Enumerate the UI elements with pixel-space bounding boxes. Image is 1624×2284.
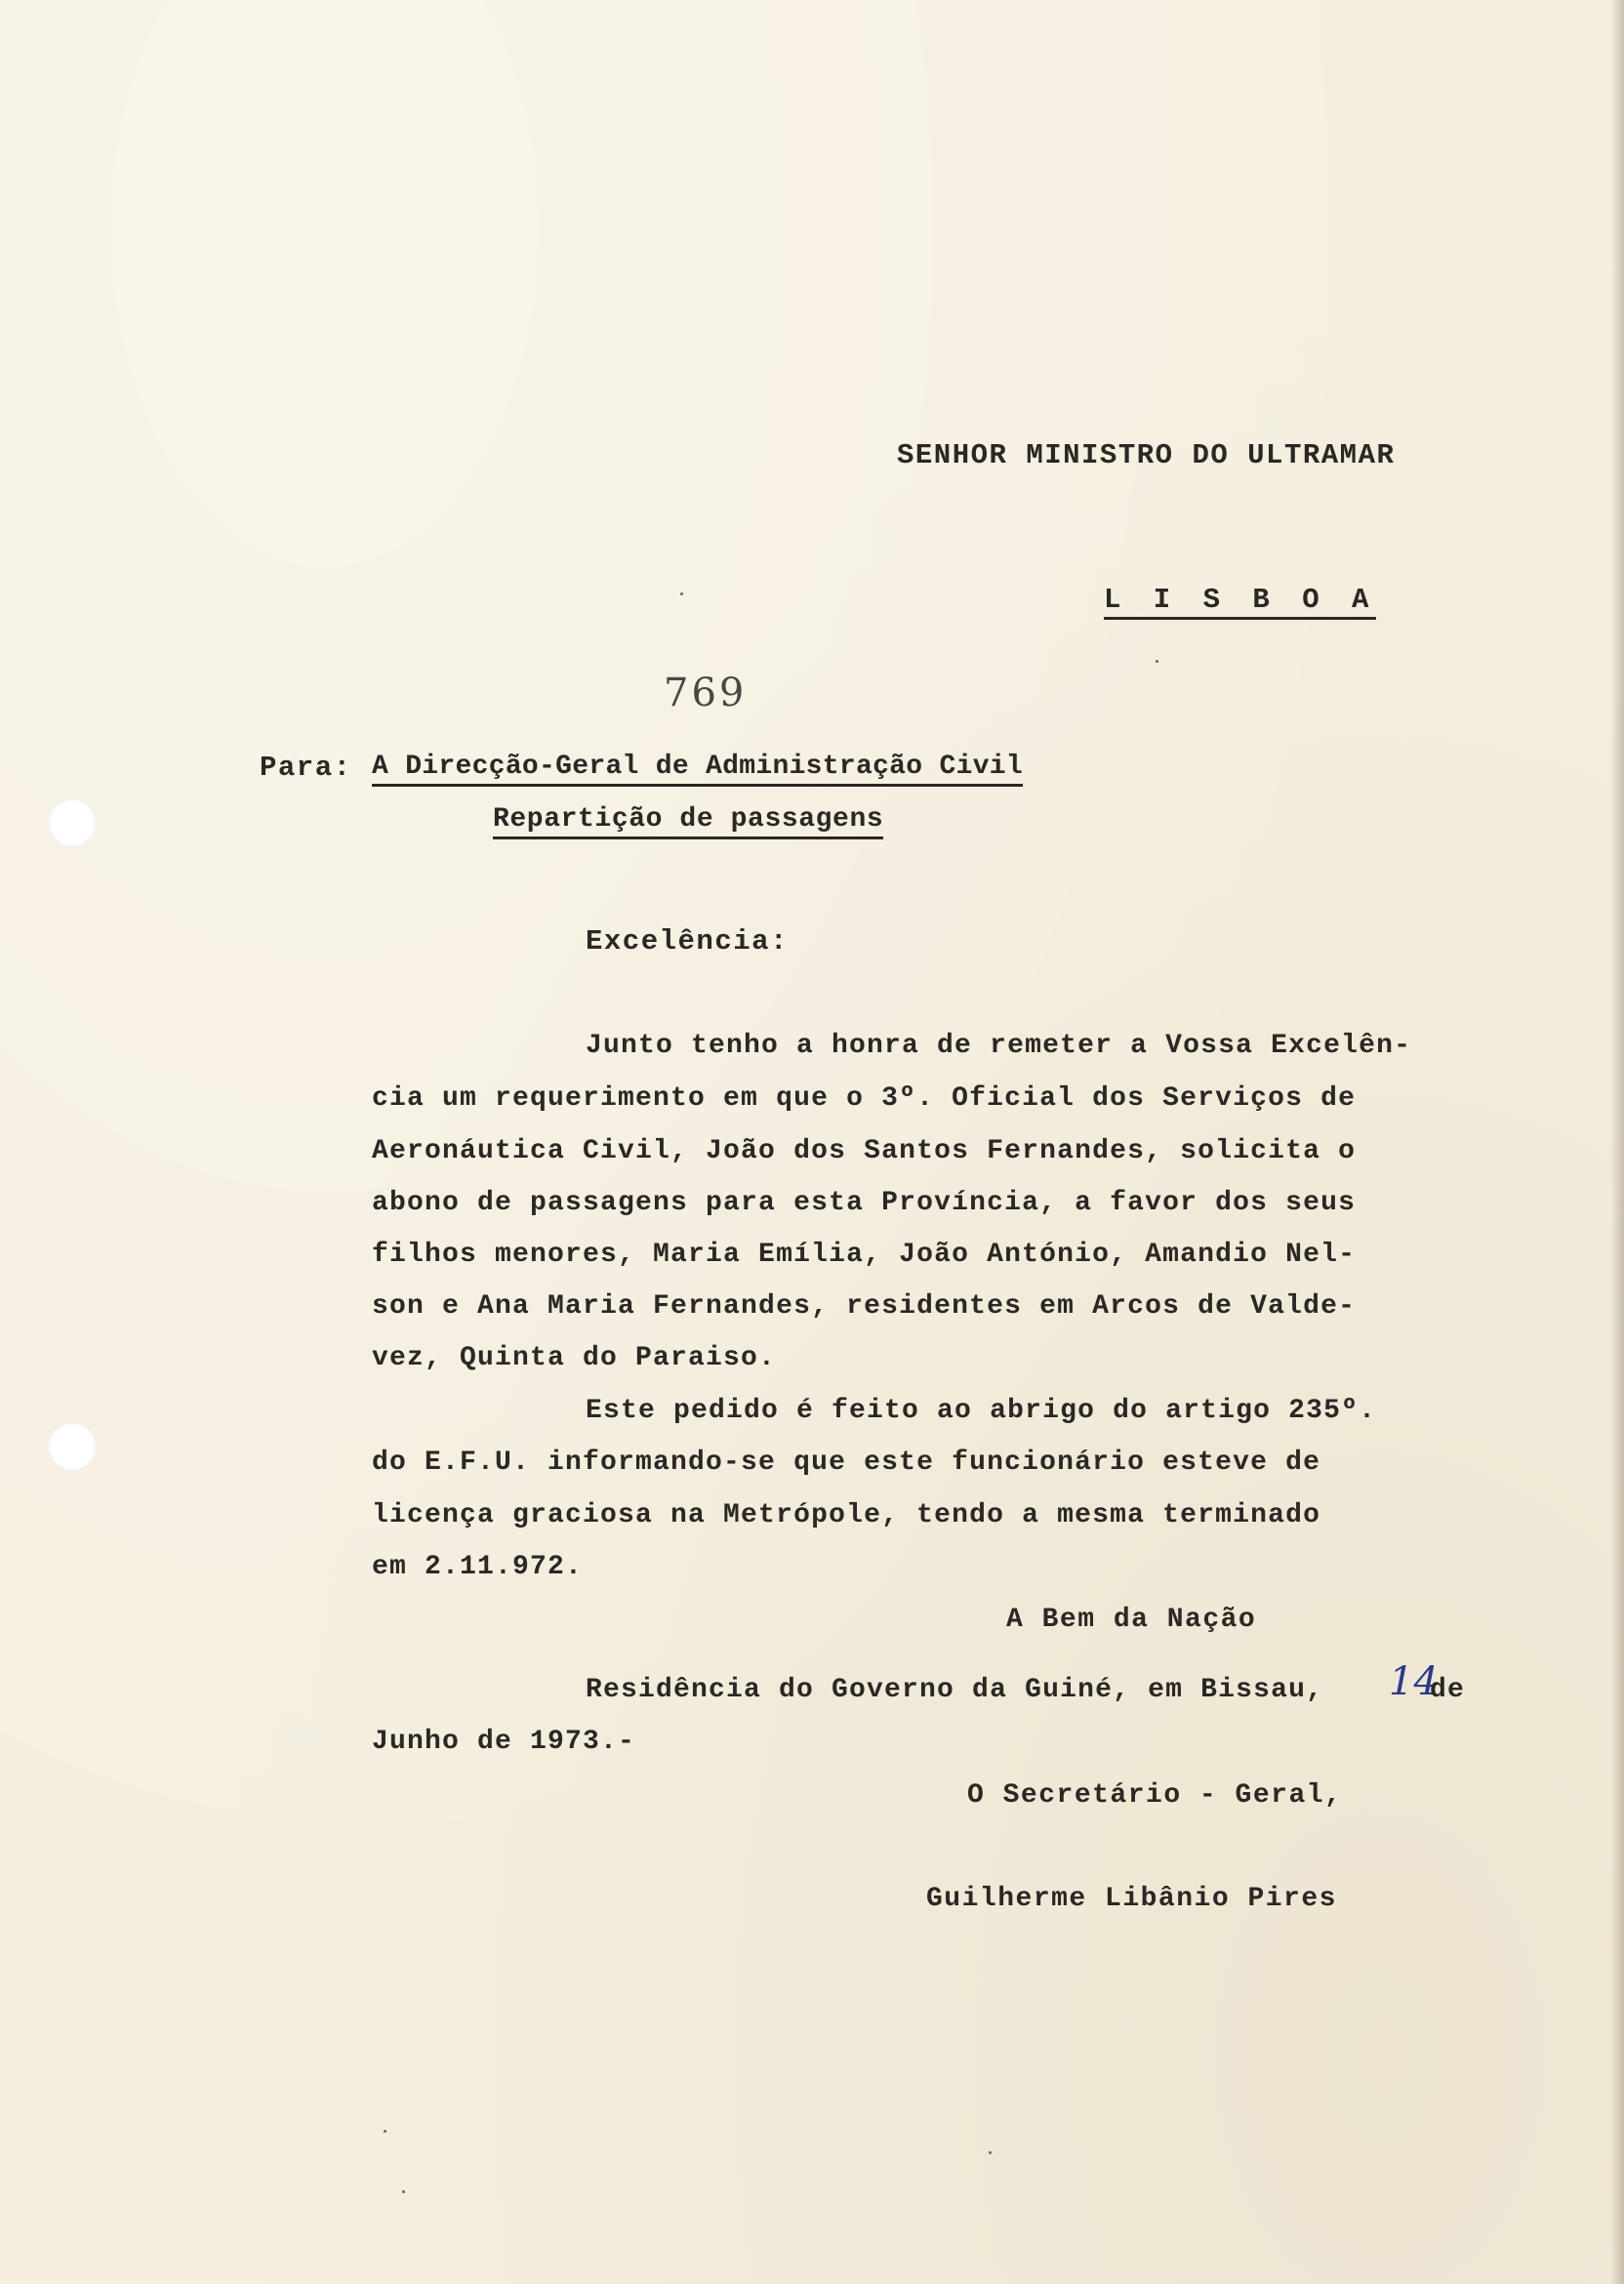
paper-speck (1156, 660, 1158, 663)
to-line-1: A Direcção-Geral de Administração Civil (372, 754, 1023, 787)
body-line: abono de passagens para esta Província, a favor dos seus (372, 1188, 1357, 1218)
paper-speck (402, 2190, 405, 2193)
signatory-title: O Secretário - Geral, (967, 1780, 1343, 1811)
body-line: em 2.11.972. (372, 1552, 584, 1582)
body-line: cia um requerimento em que o 3º. Oficial dos Serviços de (372, 1083, 1357, 1114)
body-line: Junto tenho a honra de remeter a Vossa Excelên- (586, 1031, 1412, 1061)
body-line: Este pedido é feito ao abrigo do artigo 235º. (586, 1396, 1377, 1426)
paper-edge-shadow (1610, 0, 1624, 2284)
body-line: do E.F.U. informando-se que este funcionário esteve de (372, 1448, 1321, 1478)
addressee-city: L I S B O A (1104, 586, 1376, 620)
addressee-title: SENHOR MINISTRO DO ULTRAMAR (897, 439, 1396, 471)
body-line: filhos menores, Maria Emília, João António, Amandio Nel- (372, 1240, 1357, 1270)
date-line: Junho de 1973.- (372, 1727, 636, 1757)
place-line: Residência do Governo da Guiné, em Bissau, (586, 1675, 1324, 1705)
punch-hole-top (48, 798, 97, 847)
salutation: Excelência: (586, 925, 789, 958)
to-label: Para: (260, 752, 352, 784)
paper-speck (680, 592, 683, 595)
place-line-suffix: de (1430, 1675, 1466, 1705)
body-line: son e Ana Maria Fernandes, residentes em Arcos de Valde- (372, 1291, 1357, 1322)
to-line-2: Repartição de passagens (493, 806, 883, 839)
reference-number: 769 (664, 671, 748, 715)
paper-speck (384, 2130, 386, 2133)
signatory-name: Guilherme Libânio Pires (926, 1884, 1337, 1914)
paper-speck (989, 2151, 992, 2154)
body-line: vez, Quinta do Paraiso. (372, 1343, 777, 1373)
punch-hole-bottom (48, 1422, 97, 1471)
handwritten-day: 14 (1389, 1659, 1439, 1704)
closing-motto: A Bem da Nação (1006, 1605, 1257, 1635)
body-line: licença graciosa na Metrópole, tendo a mesma terminado (372, 1500, 1321, 1530)
body-line: Aeronáutica Civil, João dos Santos Fernandes, solicita o (372, 1136, 1357, 1166)
